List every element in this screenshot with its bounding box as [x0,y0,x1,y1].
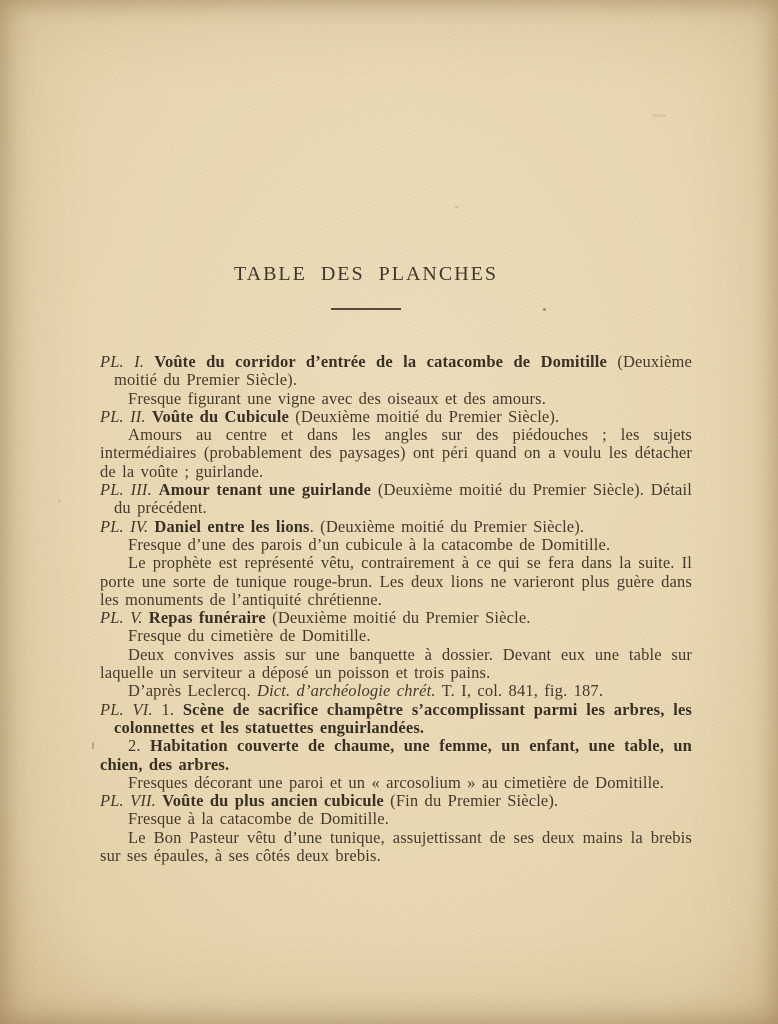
plate-title: Voûte du corridor d’entrée de la catacombe de Domitille [154,352,607,371]
plate-text: Le prophète est représenté vêtu, contrairement à ce qui se fera dans la suite. Il porte une sorte de tunique rouge-brun. Les deux lions ne varieront plus guère dans les monuments de l’antiquité chrétienne. [100,553,692,609]
plate-heading [100,353,692,390]
plate-entry [100,481,692,518]
plate-heading [100,609,692,627]
plate-text: (Deuxième moitié du Premier Siècle). [114,352,692,390]
plate-title: Repas funéraire [148,608,266,628]
plate-title: Scène de sacrifice champêtre s’accomplissant parmi les arbres, les colonnettes et les statuettes enguirlandées. [114,699,692,737]
plate-paragraph [100,426,692,481]
plate-paragraph [100,390,692,408]
plate-paragraph [100,627,692,645]
paper-speck [543,308,546,311]
plate-label: PL. VII. [100,791,156,811]
plate-text: (Deuxième moitié du Premier Siècle). [289,406,560,426]
plate-text: 1. [161,699,183,719]
plate-text: Fresques décorant une paroi et un « arcosolium » au cimetière de Domitille. [128,772,665,792]
plate-text: D’après Leclercq. [128,681,257,701]
plate-heading [100,518,692,536]
plate-list [100,353,692,865]
paper-speck [58,500,61,503]
plate-paragraph [100,737,692,774]
plate-paragraph [100,536,692,554]
plate-label: PL. V. [100,608,143,628]
plate-title: Habitation couverte de chaume, une femme, un enfant, une table, un chien, des arbres. [100,736,693,774]
plate-text: Fresque figurant une vigne avec des oiseaux et des amours. [128,388,546,408]
plate-title: Amour tenant une guirlande [158,480,372,500]
plate-paragraph [100,554,692,609]
plate-text: Deux convives assis sur une banquette à dossier. Devant eux une table sur laquelle un serviteur a déposé un poisson et trois pains. [100,644,692,683]
title-divider [331,308,401,310]
plate-paragraph [100,829,692,866]
plate-entry [100,609,692,700]
plate-text: Amours au centre et dans les angles sur des piédouches ; les sujets intermédiaires (probablement des paysages) ont péri quand on a voulu les détacher de la voûte ; guirlande. [100,425,692,481]
paper-speck [455,206,459,208]
plate-entry [100,701,692,792]
plate-entry [100,408,692,481]
paper-speck [652,114,666,117]
plate-paragraph [100,774,692,792]
plate-text: (Fin du Premier Siècle). [383,791,559,811]
plate-label: PL. I. [100,352,145,371]
plate-text: Le Bon Pasteur vêtu d’une tunique, assujettissant de ses deux mains la brebis sur ses épaules, à ses côtés deux brebis. [100,827,692,866]
plate-entry [100,792,692,865]
plate-entry [100,518,692,609]
plate-heading [100,408,692,426]
paper-speck [92,742,94,749]
plate-text: T. I, col. 841, fig. 187. [435,681,604,701]
plate-text: (Deuxième moitié du Premier Siècle. [265,608,531,628]
plate-title: Voûte du Cubicule [151,406,290,426]
plate-title: Daniel entre les lions [154,516,310,536]
page-title: TABLE DES PLANCHES [234,263,498,285]
plate-paragraph [100,810,692,828]
plate-label: PL. VI. [100,699,153,719]
plate-text: Fresque du cimetière de Domitille. [128,626,371,646]
plate-heading [100,701,692,738]
plate-paragraph [100,682,692,700]
plate-text: . (Deuxième moitié du Premier Siècle). [309,516,585,536]
plate-heading [100,481,692,518]
plate-text: Fresque à la catacombe de Domitille. [128,809,389,829]
plate-text: (Deuxième moitié du Premier Siècle). Détail du précédent. [114,480,692,518]
plate-title: Voûte du plus ancien cubicule [162,791,384,811]
plate-label: PL. II. [100,406,146,426]
plate-heading [100,792,692,810]
plate-label: PL. IV. [100,516,149,536]
plate-text: Fresque d’une des parois d’un cubicule à la catacombe de Domitille. [128,534,611,554]
plate-label: PL. III. [100,480,152,500]
plate-paragraph [100,646,692,683]
plate-entry [100,353,692,408]
plate-citation: Dict. d’archéologie chrét. [257,681,436,701]
plate-text: 2. [128,736,151,756]
table-header [0,263,732,310]
